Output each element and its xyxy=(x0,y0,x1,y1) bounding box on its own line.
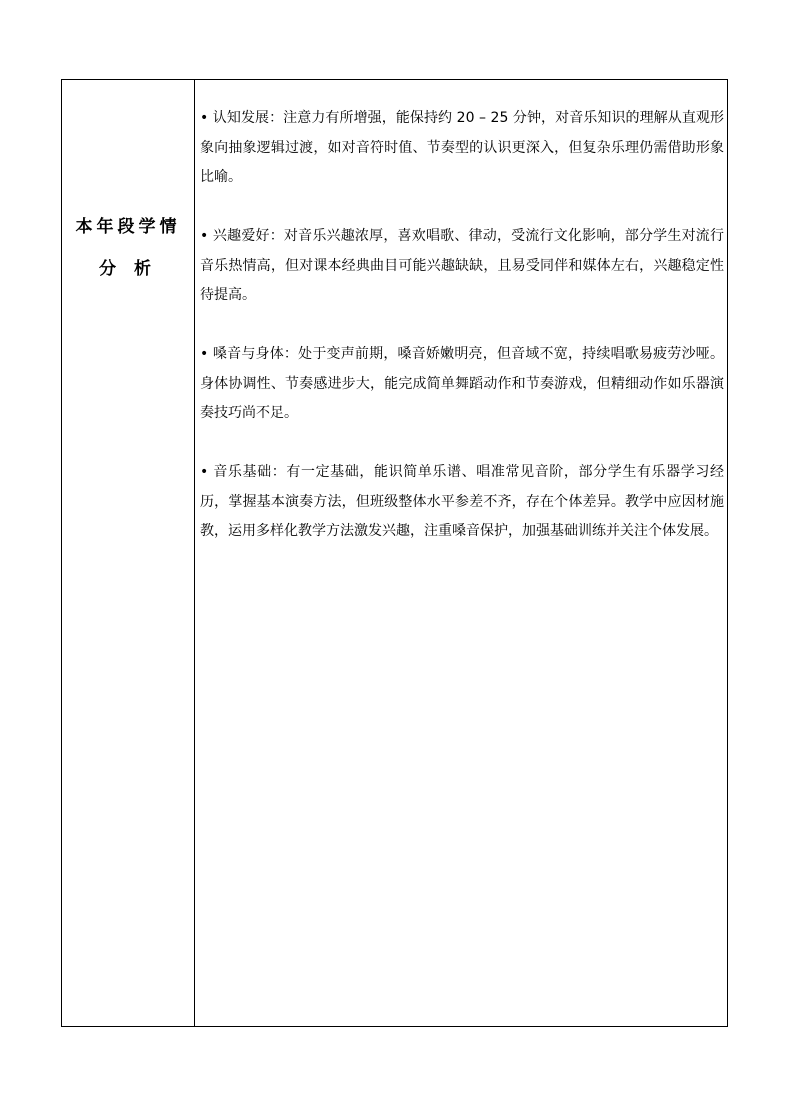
analysis-table xyxy=(61,79,728,1027)
paragraph-cognitive-development: • 认知发展：注意力有所增强，能保持约 20 – 25 分钟，对音乐知识的理解从直观形象向抽象逻辑过渡，如对音符时值、节奏型的认识更深入，但复杂乐理仍需借助形象比喻。 xyxy=(200,110,724,185)
column-divider xyxy=(194,80,195,1026)
paragraph-music-foundation: • 音乐基础：有一定基础，能识简单乐谱、唱准常见音阶，部分学生有乐器学习经历，掌握基本演奏方法，但班级整体水平参差不齐，存在个体差异。教学中应因材施教，运用多样化教学方法激发兴趣，注重嗓音保护，加强基础训练并关注个体发展。 xyxy=(200,464,724,539)
content-cell xyxy=(200,104,724,576)
row-label-line-1: 本年段学情 xyxy=(75,217,181,237)
row-label-line-2: 分 析 xyxy=(99,259,157,279)
paragraph-interests: • 兴趣爱好：对音乐兴趣浓厚，喜欢唱歌、律动，受流行文化影响，部分学生对流行音乐热情高，但对课本经典曲目可能兴趣缺缺，且易受同伴和媒体左右，兴趣稳定性待提高。 xyxy=(200,228,724,303)
paragraph-voice-and-body: • 嗓音与身体：处于变声前期，嗓音娇嫩明亮，但音域不宽，持续唱歌易疲劳沙哑。身体协调性、节奏感进步大，能完成简单舞蹈动作和节奏游戏，但精细动作如乐器演奏技巧尚不足。 xyxy=(200,346,724,421)
row-label-cell xyxy=(62,80,194,1026)
